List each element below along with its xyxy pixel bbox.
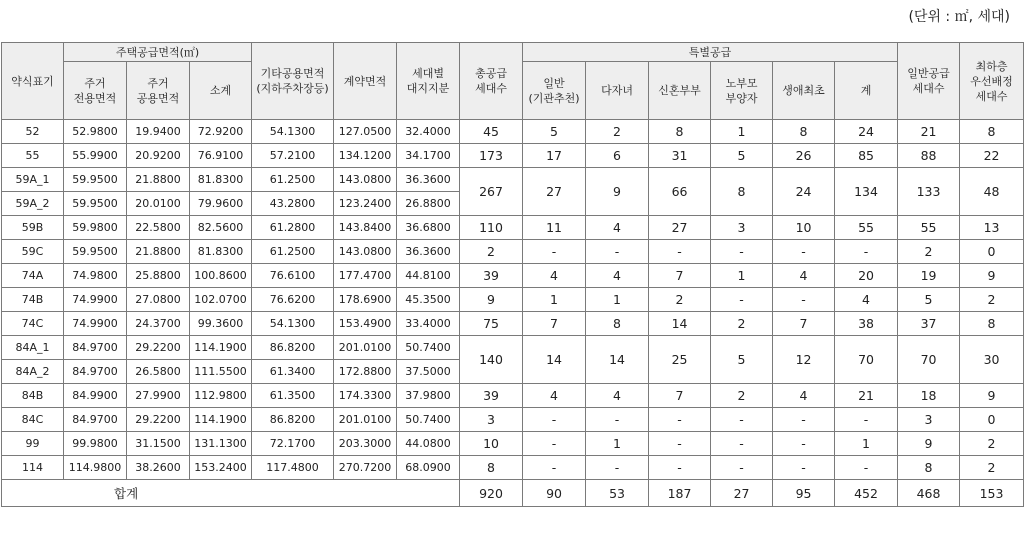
cell-con: 127.0500	[334, 120, 397, 144]
cell-land: 50.7400	[397, 336, 460, 360]
header-other-common: 기타공용면적 (지하주차장등)	[252, 43, 334, 120]
cell-n: -	[649, 408, 711, 432]
cell-type: 99	[2, 432, 64, 456]
cell-co: 20.0100	[127, 192, 190, 216]
cell-m: -	[586, 408, 649, 432]
cell-f: -	[773, 240, 835, 264]
table-row	[2, 312, 1024, 336]
cell-type: 59A_2	[2, 192, 64, 216]
cell-sub: 79.9600	[190, 192, 252, 216]
cell-sub: 114.1900	[190, 408, 252, 432]
cell-ex: 84.9900	[64, 384, 127, 408]
cell-s: 134	[835, 168, 898, 216]
cell-land: 36.3600	[397, 240, 460, 264]
cell-co: 29.2200	[127, 336, 190, 360]
cell-s: -	[835, 456, 898, 480]
cell-m: 4	[586, 216, 649, 240]
cell-g: 11	[523, 216, 586, 240]
cell-land: 50.7400	[397, 408, 460, 432]
cell-g: 4	[523, 384, 586, 408]
cell-low: 9	[960, 264, 1024, 288]
cell-land: 36.6800	[397, 216, 460, 240]
cell-m: 8	[586, 312, 649, 336]
cell-co: 29.2200	[127, 408, 190, 432]
header-total-supply: 총공급 세대수	[460, 43, 523, 120]
table-row	[2, 288, 1024, 312]
cell-con: 143.0800	[334, 240, 397, 264]
cell-con: 270.7200	[334, 456, 397, 480]
table-row	[2, 432, 1024, 456]
cell-g: 27	[523, 168, 586, 216]
table-row	[2, 408, 1024, 432]
cell-g: 4	[523, 264, 586, 288]
table-row	[2, 120, 1024, 144]
cell-e: 3	[711, 216, 773, 240]
total-m: 53	[586, 480, 649, 507]
cell-n: 25	[649, 336, 711, 384]
cell-land: 32.4000	[397, 120, 460, 144]
cell-f: 12	[773, 336, 835, 384]
cell-ex: 74.9900	[64, 312, 127, 336]
cell-sub: 131.1300	[190, 432, 252, 456]
cell-n: -	[649, 456, 711, 480]
cell-oth: 86.8200	[252, 408, 334, 432]
cell-gen: 5	[898, 288, 960, 312]
total-gen: 468	[898, 480, 960, 507]
cell-oth: 54.1300	[252, 312, 334, 336]
cell-m: 9	[586, 168, 649, 216]
cell-e: -	[711, 432, 773, 456]
cell-n: -	[649, 240, 711, 264]
cell-ex: 99.9800	[64, 432, 127, 456]
cell-low: 0	[960, 240, 1024, 264]
supply-table	[1, 42, 1024, 507]
cell-type: 114	[2, 456, 64, 480]
cell-low: 8	[960, 312, 1024, 336]
cell-f: 24	[773, 168, 835, 216]
cell-f: 8	[773, 120, 835, 144]
cell-tot: 140	[460, 336, 523, 384]
cell-g: 17	[523, 144, 586, 168]
cell-gen: 21	[898, 120, 960, 144]
header-lowest-floor: 최하층 우선배정 세대수	[960, 43, 1024, 120]
cell-e: -	[711, 456, 773, 480]
cell-tot: 10	[460, 432, 523, 456]
total-s: 452	[835, 480, 898, 507]
cell-e: 1	[711, 120, 773, 144]
cell-tot: 110	[460, 216, 523, 240]
total-e: 27	[711, 480, 773, 507]
cell-oth: 61.3400	[252, 360, 334, 384]
cell-oth: 57.2100	[252, 144, 334, 168]
cell-con: 178.6900	[334, 288, 397, 312]
cell-low: 8	[960, 120, 1024, 144]
cell-m: 6	[586, 144, 649, 168]
cell-e: 8	[711, 168, 773, 216]
cell-gen: 55	[898, 216, 960, 240]
cell-e: 2	[711, 312, 773, 336]
cell-e: 1	[711, 264, 773, 288]
cell-low: 0	[960, 408, 1024, 432]
cell-co: 38.2600	[127, 456, 190, 480]
cell-tot: 173	[460, 144, 523, 168]
total-tot: 920	[460, 480, 523, 507]
cell-s: 24	[835, 120, 898, 144]
table-row	[2, 336, 1024, 360]
cell-gen: 9	[898, 432, 960, 456]
cell-land: 68.0900	[397, 456, 460, 480]
cell-m: 4	[586, 384, 649, 408]
cell-sub: 102.0700	[190, 288, 252, 312]
header-sp-multichild: 다자녀	[586, 62, 649, 120]
cell-con: 203.3000	[334, 432, 397, 456]
cell-oth: 76.6100	[252, 264, 334, 288]
cell-oth: 72.1700	[252, 432, 334, 456]
cell-oth: 61.2500	[252, 168, 334, 192]
cell-f: 4	[773, 384, 835, 408]
cell-n: 27	[649, 216, 711, 240]
header-sp-sum: 계	[835, 62, 898, 120]
cell-n: 2	[649, 288, 711, 312]
cell-f: -	[773, 432, 835, 456]
cell-type: 74B	[2, 288, 64, 312]
cell-co: 27.0800	[127, 288, 190, 312]
cell-ex: 59.9800	[64, 216, 127, 240]
cell-s: 20	[835, 264, 898, 288]
cell-co: 24.3700	[127, 312, 190, 336]
cell-oth: 61.2500	[252, 240, 334, 264]
cell-s: 55	[835, 216, 898, 240]
cell-gen: 70	[898, 336, 960, 384]
cell-low: 9	[960, 384, 1024, 408]
header-exclusive: 주거 전용면적	[64, 62, 127, 120]
cell-co: 21.8800	[127, 168, 190, 192]
total-g: 90	[523, 480, 586, 507]
cell-e: -	[711, 408, 773, 432]
cell-m: 4	[586, 264, 649, 288]
cell-g: -	[523, 432, 586, 456]
cell-sub: 81.8300	[190, 240, 252, 264]
cell-type: 55	[2, 144, 64, 168]
cell-con: 153.4900	[334, 312, 397, 336]
cell-type: 59A_1	[2, 168, 64, 192]
cell-m: 14	[586, 336, 649, 384]
cell-co: 26.5800	[127, 360, 190, 384]
cell-gen: 8	[898, 456, 960, 480]
cell-land: 33.4000	[397, 312, 460, 336]
cell-e: 5	[711, 336, 773, 384]
header-special-supply: 특별공급	[523, 43, 898, 62]
total-low: 153	[960, 480, 1024, 507]
cell-ex: 84.9700	[64, 360, 127, 384]
cell-e: 2	[711, 384, 773, 408]
header-sp-general: 일반 (기관추천)	[523, 62, 586, 120]
cell-sub: 100.8600	[190, 264, 252, 288]
cell-e: -	[711, 240, 773, 264]
cell-ex: 55.9900	[64, 144, 127, 168]
cell-g: 5	[523, 120, 586, 144]
cell-s: 4	[835, 288, 898, 312]
cell-land: 37.9800	[397, 384, 460, 408]
table-row	[2, 168, 1024, 192]
cell-ex: 52.9800	[64, 120, 127, 144]
header-general-supply: 일반공급 세대수	[898, 43, 960, 120]
cell-gen: 19	[898, 264, 960, 288]
cell-sub: 82.5600	[190, 216, 252, 240]
cell-g: 14	[523, 336, 586, 384]
cell-con: 143.0800	[334, 168, 397, 192]
cell-g: -	[523, 456, 586, 480]
cell-s: 85	[835, 144, 898, 168]
cell-low: 48	[960, 168, 1024, 216]
cell-co: 27.9900	[127, 384, 190, 408]
total-n: 187	[649, 480, 711, 507]
cell-gen: 2	[898, 240, 960, 264]
cell-oth: 117.4800	[252, 456, 334, 480]
cell-tot: 2	[460, 240, 523, 264]
cell-type: 84C	[2, 408, 64, 432]
cell-oth: 43.2800	[252, 192, 334, 216]
cell-oth: 86.8200	[252, 336, 334, 360]
cell-f: 10	[773, 216, 835, 240]
unit-label: (단위 : ㎡, 세대)	[908, 9, 1010, 25]
header-sp-firsttime: 생애최초	[773, 62, 835, 120]
table-row	[2, 264, 1024, 288]
total-f: 95	[773, 480, 835, 507]
cell-type: 84A_1	[2, 336, 64, 360]
header-sp-newlywed: 신혼부부	[649, 62, 711, 120]
cell-g: 1	[523, 288, 586, 312]
cell-ex: 74.9900	[64, 288, 127, 312]
cell-tot: 75	[460, 312, 523, 336]
cell-low: 13	[960, 216, 1024, 240]
cell-ex: 84.9700	[64, 336, 127, 360]
cell-s: 38	[835, 312, 898, 336]
cell-g: -	[523, 408, 586, 432]
cell-land: 44.8100	[397, 264, 460, 288]
cell-n: 31	[649, 144, 711, 168]
cell-oth: 54.1300	[252, 120, 334, 144]
table-row	[2, 240, 1024, 264]
cell-type: 74C	[2, 312, 64, 336]
cell-con: 174.3300	[334, 384, 397, 408]
cell-tot: 8	[460, 456, 523, 480]
cell-type: 59B	[2, 216, 64, 240]
cell-land: 45.3500	[397, 288, 460, 312]
cell-n: 7	[649, 384, 711, 408]
table-row	[2, 216, 1024, 240]
cell-tot: 3	[460, 408, 523, 432]
cell-ex: 59.9500	[64, 168, 127, 192]
header-sp-elderly: 노부모 부양자	[711, 62, 773, 120]
cell-oth: 61.2800	[252, 216, 334, 240]
total-label: 합계	[2, 480, 460, 507]
cell-f: 7	[773, 312, 835, 336]
cell-sub: 114.1900	[190, 336, 252, 360]
cell-gen: 3	[898, 408, 960, 432]
cell-land: 44.0800	[397, 432, 460, 456]
cell-n: 7	[649, 264, 711, 288]
cell-n: 8	[649, 120, 711, 144]
cell-e: -	[711, 288, 773, 312]
cell-type: 52	[2, 120, 64, 144]
cell-ex: 84.9700	[64, 408, 127, 432]
cell-gen: 18	[898, 384, 960, 408]
header-housing-area: 주택공급면적(㎡)	[64, 43, 252, 62]
header-land: 세대별 대지지분	[397, 43, 460, 120]
total-row	[2, 480, 1024, 507]
cell-low: 2	[960, 288, 1024, 312]
cell-tot: 267	[460, 168, 523, 216]
cell-low: 30	[960, 336, 1024, 384]
table-row	[2, 144, 1024, 168]
cell-m: -	[586, 240, 649, 264]
cell-gen: 133	[898, 168, 960, 216]
cell-type: 84A_2	[2, 360, 64, 384]
cell-co: 31.1500	[127, 432, 190, 456]
cell-m: 1	[586, 288, 649, 312]
cell-f: 26	[773, 144, 835, 168]
cell-gen: 37	[898, 312, 960, 336]
cell-m: 1	[586, 432, 649, 456]
cell-n: 66	[649, 168, 711, 216]
cell-ex: 59.9500	[64, 192, 127, 216]
cell-s: 21	[835, 384, 898, 408]
cell-low: 2	[960, 432, 1024, 456]
cell-s: -	[835, 408, 898, 432]
cell-sub: 111.5500	[190, 360, 252, 384]
cell-con: 143.8400	[334, 216, 397, 240]
cell-co: 25.8800	[127, 264, 190, 288]
header-contract: 계약면적	[334, 43, 397, 120]
cell-ex: 114.9800	[64, 456, 127, 480]
cell-co: 21.8800	[127, 240, 190, 264]
cell-con: 123.2400	[334, 192, 397, 216]
cell-tot: 9	[460, 288, 523, 312]
cell-sub: 76.9100	[190, 144, 252, 168]
cell-oth: 61.3500	[252, 384, 334, 408]
cell-f: -	[773, 408, 835, 432]
cell-f: 4	[773, 264, 835, 288]
header-type: 약식표기	[2, 43, 64, 120]
cell-s: 1	[835, 432, 898, 456]
cell-con: 201.0100	[334, 408, 397, 432]
cell-s: -	[835, 240, 898, 264]
cell-n: -	[649, 432, 711, 456]
cell-sub: 81.8300	[190, 168, 252, 192]
cell-n: 14	[649, 312, 711, 336]
cell-s: 70	[835, 336, 898, 384]
cell-con: 201.0100	[334, 336, 397, 360]
header-subtotal: 소계	[190, 62, 252, 120]
cell-m: -	[586, 456, 649, 480]
cell-f: -	[773, 288, 835, 312]
cell-land: 26.8800	[397, 192, 460, 216]
cell-con: 177.4700	[334, 264, 397, 288]
cell-con: 172.8800	[334, 360, 397, 384]
cell-con: 134.1200	[334, 144, 397, 168]
table-row	[2, 384, 1024, 408]
cell-co: 22.5800	[127, 216, 190, 240]
cell-g: -	[523, 240, 586, 264]
cell-gen: 88	[898, 144, 960, 168]
cell-tot: 39	[460, 384, 523, 408]
cell-tot: 39	[460, 264, 523, 288]
cell-e: 5	[711, 144, 773, 168]
cell-type: 84B	[2, 384, 64, 408]
header-common: 주거 공용면적	[127, 62, 190, 120]
cell-sub: 99.3600	[190, 312, 252, 336]
cell-oth: 76.6200	[252, 288, 334, 312]
supply-table-wrapper	[0, 42, 1024, 507]
cell-land: 36.3600	[397, 168, 460, 192]
cell-type: 74A	[2, 264, 64, 288]
cell-co: 20.9200	[127, 144, 190, 168]
cell-f: -	[773, 456, 835, 480]
cell-type: 59C	[2, 240, 64, 264]
cell-low: 2	[960, 456, 1024, 480]
cell-land: 34.1700	[397, 144, 460, 168]
cell-ex: 74.9800	[64, 264, 127, 288]
cell-co: 19.9400	[127, 120, 190, 144]
cell-g: 7	[523, 312, 586, 336]
table-row	[2, 456, 1024, 480]
cell-land: 37.5000	[397, 360, 460, 384]
cell-sub: 72.9200	[190, 120, 252, 144]
cell-sub: 112.9800	[190, 384, 252, 408]
cell-ex: 59.9500	[64, 240, 127, 264]
cell-low: 22	[960, 144, 1024, 168]
cell-tot: 45	[460, 120, 523, 144]
cell-sub: 153.2400	[190, 456, 252, 480]
cell-m: 2	[586, 120, 649, 144]
